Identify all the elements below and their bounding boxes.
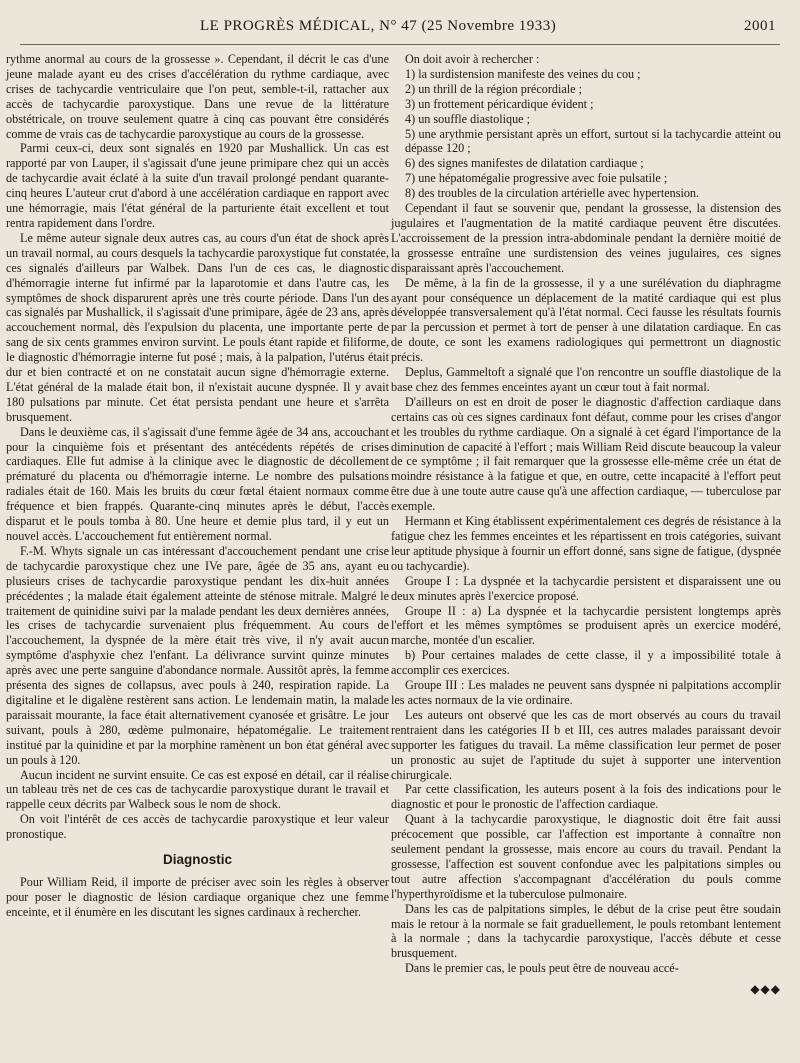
running-header (0, 18, 800, 44)
paragraph: rythme anormal au cours de la grossesse ». Cependant, il décrit le cas d'une jeune malade ayant eu des crises d'accélération du rythme cardiaque, avec crises de tachycardie ventriculaire que l'on peut, semble-t-il, rattacher aux accès de tachycardie paroxystique. Dans une revue de la littérature obstétricale, on trouve seulement quatre à cinq cas pouvant être considérés comme de vrais cas de tachycardie paroxystique au cours de la grossesse. (6, 52, 389, 141)
paragraph: Par cette classification, les auteurs posent à la fois des indications pour le diagnostic et pour le pronostic de l'affection cardiaque. (391, 782, 781, 812)
paragraph: Dans le deuxième cas, il s'agissait d'une femme âgée de 34 ans, accouchant pour la cinquième fois et présentant des antécédents répétés de crises cardiaques. Elle fut admise à la clinique avec le diagnostic de décollement prématuré du placenta ou d'hémorragie interne. Le nombre des pulsations radiales était de 160. Mais les bruits du cœur fœtal étaient normaux comme fréquence et bien frappés. Quarante-cinq minutes après le début, l'accès disparut et le pouls tomba à 80. Une heure et demie plus tard, il y eut un nouvel accès. L'accouchement fut entièrement normal. (6, 424, 389, 543)
section-heading: Diagnostic (162, 852, 232, 868)
journal-title: LE PROGRÈS MÉDICAL, N° 47 (25 Novembre 1933) (200, 18, 557, 34)
paragraph: Groupe II : a) La dyspnée et la tachycardie persistent longtemps après l'effort et les mêmes symptômes se produisent après un exercice modéré, marche, montée d'un escalier. (391, 603, 781, 648)
paragraph: F.-M. Whyts signale un cas intéressant d'accouchement pendant une crise de tachycardie paroxystique chez une IVe pare, âgée de 35 ans, ayant eu plusieurs crises de tachycardie paroxystique pendant les dix-huit années précédentes ; la malade était également atteinte de sténose mitrale. Malgré le traitement de quinidine suivi par la malade pendant les deux dernières années, les crises de tachycardie survenaient plus fréquemment. Au cours de l'accouchement, la dyspnée de la mère était très vive, il n'y avait aucun symptôme d'asphyxie chez l'enfant. La délivrance survint quinze minutes après avec une perte sanguine d'abondance normale. Aussitôt après, la femme présenta des signes de collapsus, avec pouls à 240, respiration rapide. La digitaline et le digalène restèrent sans action. Le lendemain matin, la malade paraissait mourante, la face était alternativement cyanosée et grisâtre. Le jour suivant, pouls à 280, œdème pulmonaire, hépatomégalie. Le traitement institué par la quinidine et par la morphine ramènent un bon état général avec un pouls à 120. (6, 543, 389, 767)
paragraph: Pour William Reid, il importe de préciser avec soin les règles à observer pour poser le diagnostic de lésion cardiaque organique chez une femme enceinte, et il énumère en les discutant les signes cardinaux à rechercher. (6, 875, 389, 919)
paragraph: Cependant il faut se souvenir que, pendant la grossesse, la distension des jugulaires et l'augmentation de la matité cardiaque peuvent être discutées. L'accroissement de la pression intra-abdominale pendant la dernière moitié de la grossesse entraîne une surdistension des veines jugulaires, ces signes disparaissant après l'accouchement. (391, 201, 781, 275)
paragraph: Dans le premier cas, le pouls peut être de nouveau accé- (405, 961, 679, 976)
list-item: 4) un souffle diastolique ; (405, 111, 531, 126)
paragraph: Les auteurs ont observé que les cas de mort observés au cours du travail rentraient dans les catégories II b et III, ces autres malades paraissant devoir supporter les fatigues du travail. La même classification leur permet de poser un pronostic au sujet de l'aptitude du sujet à supporter une intervention chirurgicale. (391, 707, 781, 782)
paragraph: D'ailleurs on est en droit de poser le diagnostic d'affection cardiaque dans certains cas où ces signes cardinaux font défaut, comme pour les crises d'angor et les troubles du rythme cardiaque. On a signalé à cet égard l'importance de la diminution de capacité à l'effort ; mais William Reid discute beaucoup la valeur de ce symptôme ; il fait remarquer que la grossesse elle-même crée un état de moindre résistance à la fatigue et que, en outre, cette incapacité à l'effort peut être due à une toute autre cause qu'à une affection cardiaque, — tuberculose par exemple. (391, 394, 781, 514)
list-item: 3) un frottement péricardique évident ; (405, 96, 594, 111)
paragraph: On voit l'intérêt de ces accès de tachycardie paroxystique et leur valeur pronostique. (6, 812, 389, 842)
right-column (391, 52, 781, 997)
list-item: 5) une arythmie persistant après un effort, surtout si la tachycardie atteint ou dépasse 120 ; (405, 126, 781, 156)
header-rule (20, 44, 780, 45)
paragraph: On doit avoir à rechercher : (405, 52, 540, 66)
left-column (6, 52, 389, 920)
paragraph: De même, à la fin de la grossesse, il y a une surélévation du diaphragme ayant pour conséquence un déplacement de la matité cardiaque qui est plus développée transversalement qu'à l'état normal. Ceci fausse les résultats fournis par la percussion et permet à tort de penser à une dilatation cardiaque. En cas de doute, ce sont les examens radiologiques qui permettront un diagnostic précis. (391, 275, 781, 365)
paragraph: Le même auteur signale deux autres cas, au cours d'un état de shock après un travail normal, au cours desquels la tachycardie paroxystique fut constatée, ces signalés d'ailleurs par Walbek. Dans l'un de ces cas, le diagnostic d'hémorragie interne fut infirmé par la laparotomie et dans l'autre cas, les symptômes de shock disparurent après une très courte période. Dans l'un des cas signalés par Mushallick, il s'agissait d'une primipare, âgée de 23 ans, après accouchement normal, dès l'expulsion du placenta, une importante perte de sang de six cents grammes environ survint. Le pouls étant rapide et filiforme, le diagnostic d'hémorragie interne fut posé ; mais, à la palpation, l'utérus était dur et bien contracté et on ne constatait aucun signe d'hémorragie externe. L'état général de la malade était bon, il n'existait aucune dyspnée. Il y avait 180 pulsations par minute. Cet état persista pendant une heure et s'arrêta brusquement. (6, 230, 389, 424)
paragraph: Parmi ceux-ci, deux sont signalés en 1920 par Mushallick. Un cas est rapporté par von Lauper, il s'agissait d'une jeune primipare chez qui un accès de tachycardie avait éclaté à la suite d'un travail prolongé pendant quarante-cinq heures L'auteur crut d'abord à une accélération cardiaque en rapport avec une hémorragie, mais l'état général de la parturiente était excellent et tout rentra rapidement dans l'ordre. (6, 141, 389, 230)
paragraph: Groupe I : La dyspnée et la tachycardie persistent et disparaissent une ou deux minutes après l'exercice proposé. (391, 573, 781, 603)
paragraph: Groupe III : Les malades ne peuvent sans dyspnée ni palpitations accomplir les actes normaux de la vie ordinaire. (391, 678, 781, 707)
paragraph: Dans les cas de palpitations simples, le début de la crise peut être soudain mais le retour à la normale se fait graduellement, le pouls retombant lentement à la normale ; dans la tachycardie paroxystique, l'accès débute et cesse brusquement. (391, 901, 781, 961)
page-number: 2001 (744, 18, 776, 34)
paragraph: Hermann et King établissent expérimentalement ces degrés de résistance à la fatigue chez les femmes enceintes et les répartissent en trois catégories, suivant leur aptitude physique à fournir un effort donné, sans signe de fatigue, (dyspnée ou tachycardie). (391, 514, 781, 573)
list-item: 1) la surdistension manifeste des veines du cou ; (405, 66, 641, 81)
paragraph: Quant à la tachycardie paroxystique, le diagnostic doit être fait aussi précocement que possible, car l'affection est importante à connaître non seulement pendant la grossesse, mais encore au cours du travail. Pendant la grossesse, l'affection est souvent confondue avec les palpitations simples ou tout autre affection s'accompagnant d'accélération du pouls comme l'hyperthyroïdisme et la tuberculose pulmonaire. (391, 812, 781, 901)
paragraph: Aucun incident ne survint ensuite. Ce cas est exposé en détail, car il réalise un tableau très net de ces cas de tachycardie paroxystique durant le travail et rappelle ceux décrits par Walbeck sous le nom de shock. (6, 767, 389, 812)
list-item: 7) une hépatomégalie progressive avec foie pulsatile ; (405, 171, 668, 186)
paragraph: Deplus, Gammeltoft a signalé que l'on rencontre un souffle diastolique de la base chez des femmes enceintes ayant un cœur tout à fait normal. (391, 365, 781, 394)
list-item: 8) des troubles de la circulation artérielle avec hypertension. (405, 186, 700, 201)
list-item: 6) des signes manifestes de dilatation cardiaque ; (405, 156, 644, 171)
paragraph: b) Pour certaines malades de cette classe, il y a impossibilité totale à accomplir ces exercices. (391, 648, 781, 678)
ornament: ◆◆◆ (750, 982, 781, 997)
list-item: 2) un thrill de la région précordiale ; (405, 81, 582, 96)
